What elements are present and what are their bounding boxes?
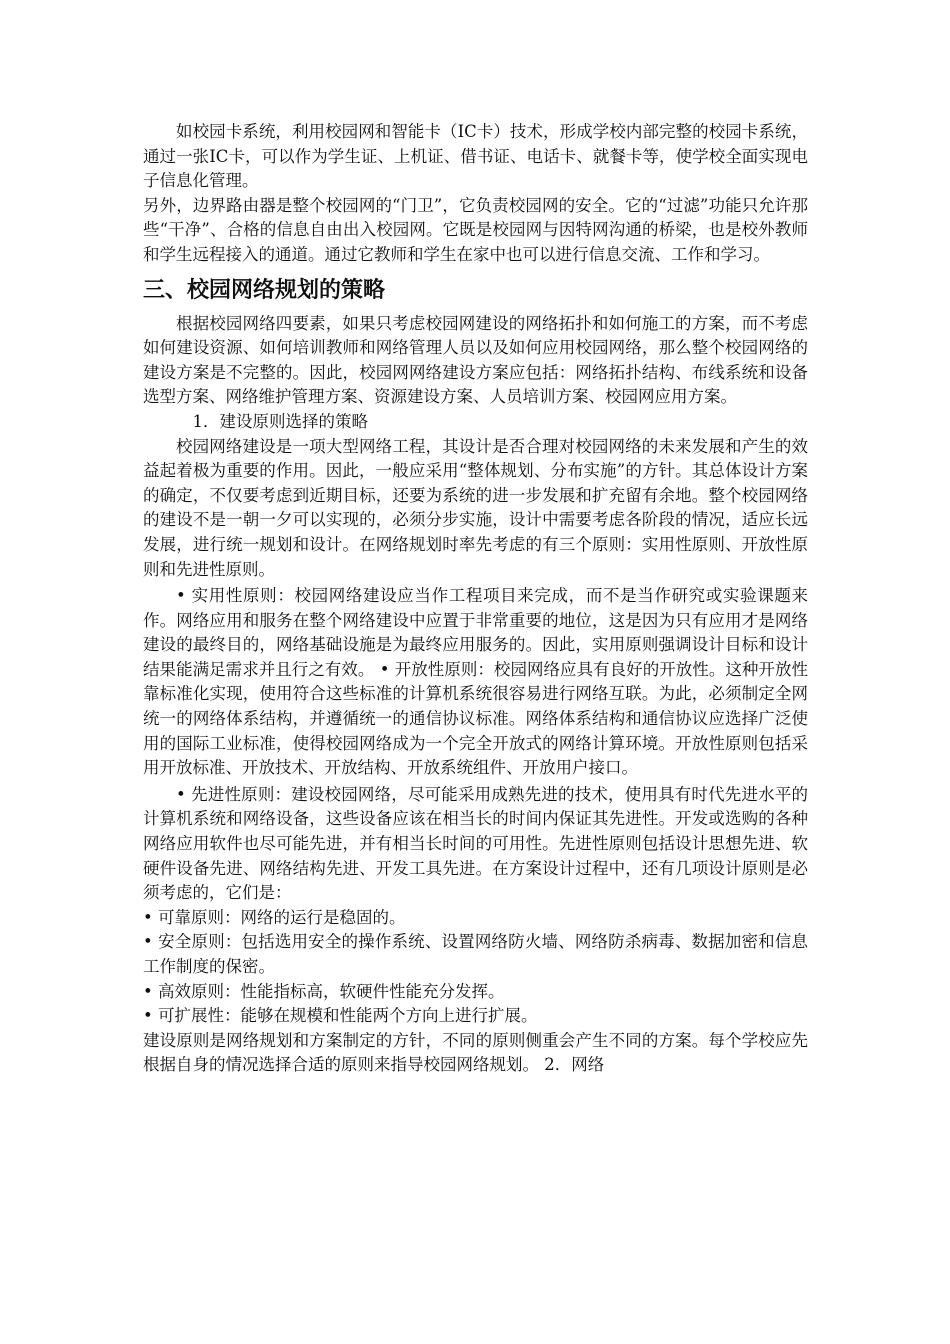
paragraph-four-elements: 根据校园网络四要素，如果只考虑校园网建设的网络拓扑和如何施工的方案，而不考虑如何建设资源、如何培训教师和网络管理人员以及如何应用校园网络，那么整个校园网络的建设方案是不完整的。因此，校园网网络建设方案应包括：网络拓扑结构、布线系统和设备选型方案、网络维护管理方案、资源建设方案、人员培训方案、校园网应用方案。 bbox=[143, 313, 808, 407]
subheading-principles: 1．建设原则选择的策略 bbox=[192, 411, 368, 431]
paragraph-closing: 建设原则是网络规划和方案制定的方针，不同的原则侧重会产生不同的方案。每个学校应先根据自身的情况选择合适的原则来指导校园网络规划。 2．网络 bbox=[143, 1030, 808, 1075]
paragraph-advanced: • 先进性原则：建设校园网络，尽可能采用成熟先进的技术，使用具有时代先进水平的计算机系统和网络设备，这些设备应该在相当长的时间内保证其先进性。开发或选购的各种网络应用软件也尽可能先进，并有相当长时间的可用性。先进性原则包括设计思想先进、软硬件设备先进、网络结构先进、开发工具先进。在方案设计过程中，还有几项设计原则是必须考虑的，它们是： bbox=[143, 784, 808, 903]
paragraph-overall-planning: 校园网络建设是一项大型网络工程，其设计是否合理对校园网络的未来发展和产生的效益起着极为重要的作用。因此，一般应采用“整体规划、分布实施”的方针。其总体设计方案的确定，不仅要考虑到近期目标，还要为系统的进一步发展和扩充留有余地。整个校园网络的建设不是一朝一夕可以实现的，必须分步实施，设计中需要考虑各阶段的情况，适应长远发展，进行统一规划和设计。在网络规划时率先考虑的有三个原则：实用性原则、开放性原则和先进性原则。 bbox=[143, 436, 808, 579]
document-page bbox=[143, 120, 808, 1078]
paragraph-campus-card: 如校园卡系统，利用校园网和智能卡（IC卡）技术，形成学校内部完整的校园卡系统，通过一张IC卡，可以作为学生证、上机证、借书证、电话卡、就餐卡等，使学校全面实现电子信息化管理。 bbox=[143, 122, 808, 191]
section-heading: 三、校园网络规划的策略 bbox=[143, 277, 386, 303]
paragraph-practical-open: • 实用性原则：校园网络建设应当作工程项目来完成，而不是当作研究或实验课题来作。网络应用和服务在整个网络建设中应置于非常重要的地位，这是因为只有应用才是网络建设的最终目的，网络基础设施是为最终应用服务的。因此，实用原则强调设计目标和设计结果能满足需求并且行之有效。 • 开放性原则：校园网络应具有良好的开放性。这种开放性靠标准化实现，使用符合这些标准的计算机系统很容易进行网络互联。为此，必须制定全网统一的网络体系结构，并遵循统一的通信协议标准。网络体系结构和通信协议应选择广泛使用的国际工业标准，使得校园网络成为一个完全开放式的网络计算环境。开放性原则包括采用开放标准、开放技术、开放结构、开放系统组件、开放用户接口。 bbox=[143, 586, 808, 778]
bullet-scalable: • 可扩展性：能够在规模和性能两个方向上进行扩展。 bbox=[143, 1006, 538, 1026]
bullet-efficient: • 高效原则：性能指标高，软硬件性能充分发挥。 bbox=[143, 981, 505, 1001]
paragraph-border-router: 另外，边界路由器是整个校园网的“门卫”，它负责校园网的安全。它的“过滤”功能只允许那些“干净”、合格的信息自由出入校园网。它既是校园网与因特网沟通的桥梁，也是校外教师和学生远程接入的通道。通过它教师和学生在家中也可以进行信息交流、工作和学习。 bbox=[143, 195, 808, 264]
bullet-reliable: • 可靠原则：网络的运行是稳固的。 bbox=[143, 907, 406, 927]
bullet-security: • 安全原则：包括选用安全的操作系统、设置网络防火墙、网络防杀病毒、数据加密和信息工作制度的保密。 bbox=[143, 932, 808, 976]
